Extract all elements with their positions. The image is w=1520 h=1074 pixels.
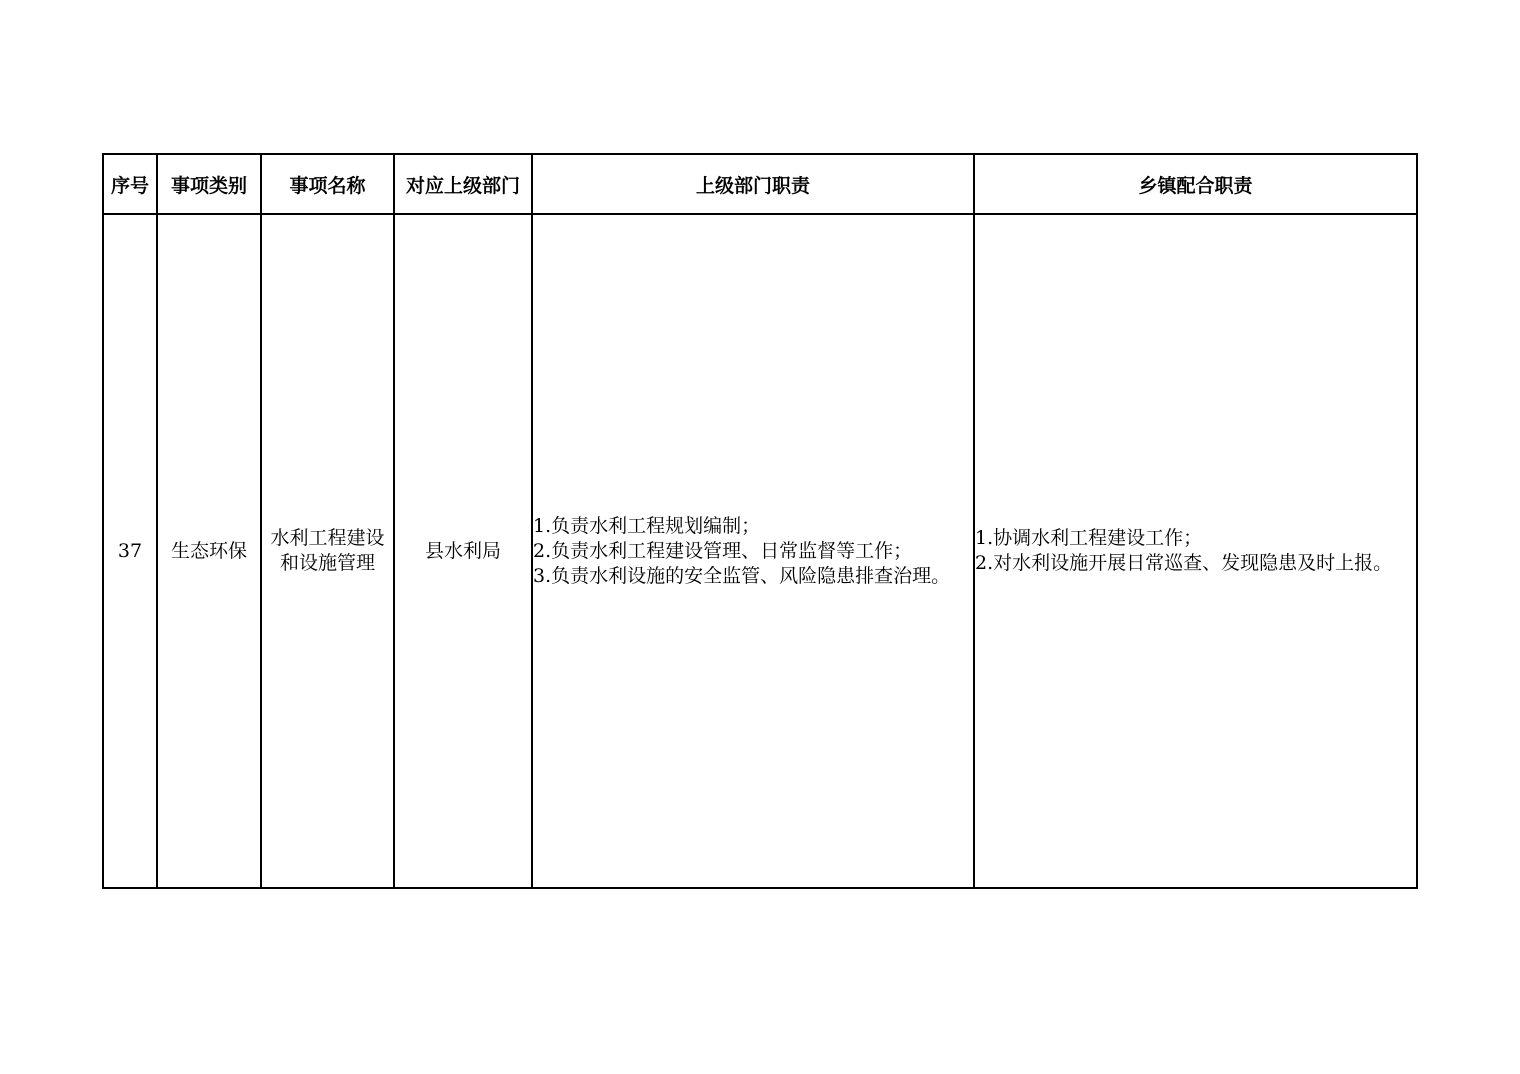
cell-name [261,214,394,888]
upper-duty-item: 3.负责水利设施的安全监管、风险隐患排查治理。 [533,564,951,587]
township-duty-item: 1.协调水利工程建设工作； [975,527,1203,549]
duty-table [102,153,1418,889]
header-upper-duties: 上级部门职责 [532,154,974,214]
cell-upper-duties [532,214,974,888]
header-name: 事项名称 [261,154,394,214]
table-header-row [103,154,1417,214]
header-seq: 序号 [103,154,157,214]
name-line: 和设施管理 [279,552,375,574]
cell-township-duties [974,214,1417,888]
header-department: 对应上级部门 [394,154,532,214]
table-row [103,214,1417,888]
cell-category: 生态环保 [157,214,261,888]
upper-duty-item: 2.负责水利工程建设管理、日常监督等工作； [533,539,913,562]
upper-duty-item: 1.负责水利工程规划编制； [533,514,761,537]
township-duty-item: 2.对水利设施开展日常巡查、发现隐患及时上报。 [975,552,1393,574]
header-township-duties: 乡镇配合职责 [974,154,1417,214]
name-line: 水利工程建设 [270,527,385,549]
cell-department: 县水利局 [394,214,532,888]
header-category: 事项类别 [157,154,261,214]
cell-seq: 37 [103,214,157,888]
